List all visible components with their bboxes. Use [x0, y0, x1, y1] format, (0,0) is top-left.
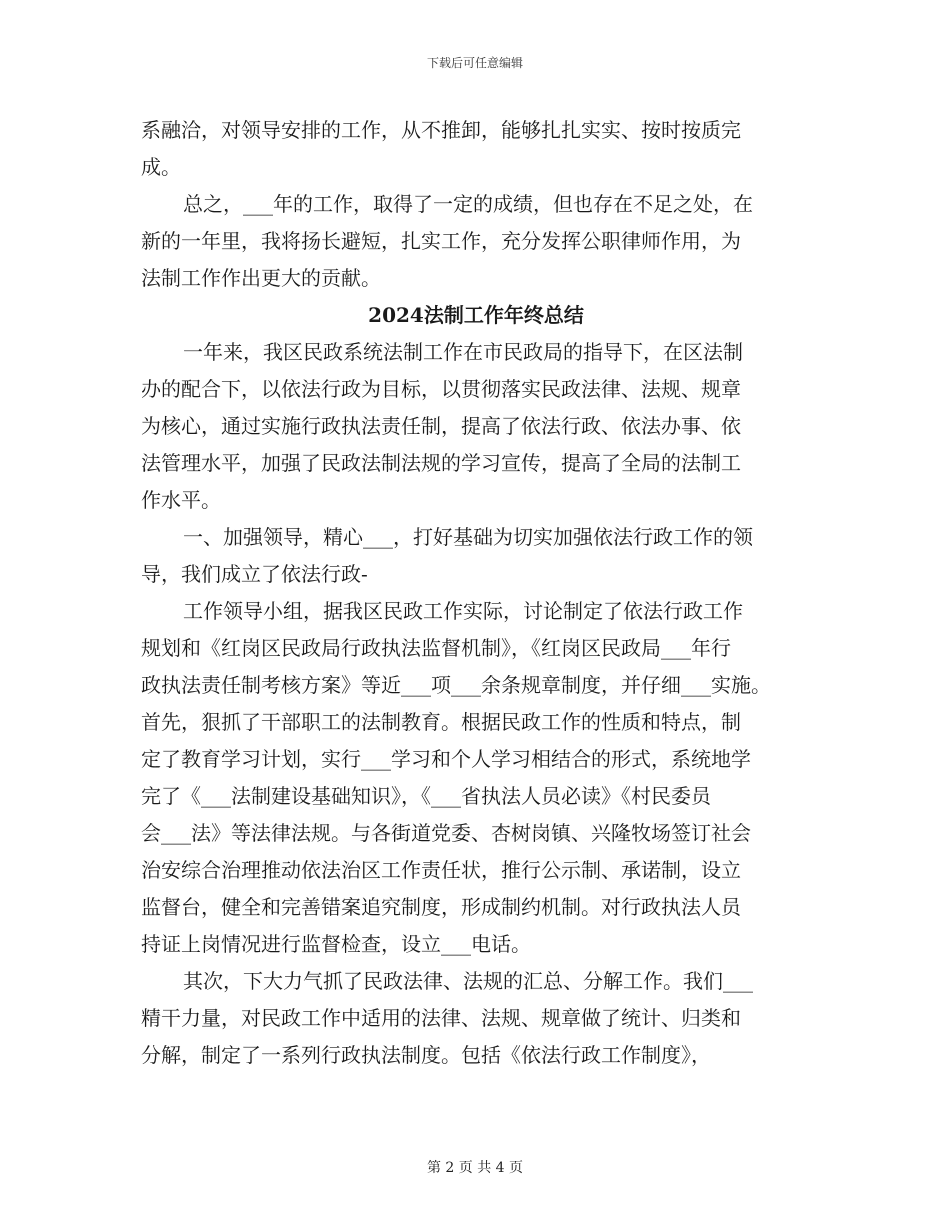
text-line: 首先，狠抓了干部职工的法制教育。根据民政工作的性质和特点，制 [141, 710, 741, 734]
text-line: 工作领导小组，据我区民政工作实际，讨论制定了依法行政工作 [183, 599, 743, 623]
header-note: 下载后可任意编辑 [426, 56, 523, 70]
text-line: 导，我们成立了依法行政- [141, 562, 368, 586]
text-line: 会___法》等法律法规。与各街道党委、杏树岗镇、兴隆牧场签订社会 [141, 821, 751, 845]
text-line: 办的配合下，以依法行政为目标，以贯彻落实民政法律、法规、规章 [141, 377, 741, 401]
text-line: 治安综合治理推动依法治区工作责任状，推行公示制、承诺制，设立 [141, 858, 741, 882]
text-line: 法制工作作出更大的贡献。 [141, 266, 381, 290]
text-line: 一、加强领导，精心___，打好基础为切实加强依法行政工作的领 [183, 525, 753, 549]
text-line: 作水平。 [141, 488, 221, 512]
text-line: 监督台，健全和完善错案追究制度，形成制约机制。对行政执法人员 [141, 895, 741, 919]
text-line: 精干力量，对民政工作中适用的法律、法规、规章做了统计、归类和 [141, 1006, 741, 1030]
document-body [141, 112, 811, 1074]
text-line: 持证上岗情况进行监督检查，设立___电话。 [141, 932, 531, 956]
text-line: 其次，下大力气抓了民政法律、法规的汇总、分解工作。我们___ [183, 969, 753, 993]
section-title: 2024法制工作年终总结 [368, 303, 584, 327]
text-line: 新的一年里，我将扬长避短，扎实工作，充分发挥公职律师作用，为 [141, 229, 741, 253]
text-line: 为核心，通过实施行政执法责任制，提高了依法行政、依法办事、依 [141, 414, 741, 438]
text-line: 分解，制定了一系列行政执法制度。包括《依法行政工作制度》， [141, 1043, 711, 1067]
text-line: 一年来，我区民政系统法制工作在市民政局的指导下，在区法制 [183, 340, 743, 364]
text-line: 系融洽，对领导安排的工作，从不推卸，能够扎扎实实、按时按质完 [141, 118, 741, 142]
text-line: 完了《___法制建设基础知识》，《___省执法人员必读》《村民委员 [141, 784, 711, 808]
text-line: 定了教育学习计划，实行___学习和个人学习相结合的形式，系统地学 [141, 747, 751, 771]
text-line: 法管理水平，加强了民政法制法规的学习宣传，提高了全局的法制工 [141, 451, 741, 475]
text-line: 规划和《红岗区民政局行政执法监督机制》，《红岗区民政局___年行 [141, 636, 731, 660]
text-line: 总之，___年的工作，取得了一定的成绩，但也存在不足之处，在 [183, 192, 753, 216]
text-line: 成。 [141, 155, 181, 179]
text-line: 政执法责任制考核方案》等近___项___余条规章制度，并仔细___实施。 [141, 673, 771, 697]
page-footer: 第 2 页 共 4 页 [426, 1160, 524, 1176]
